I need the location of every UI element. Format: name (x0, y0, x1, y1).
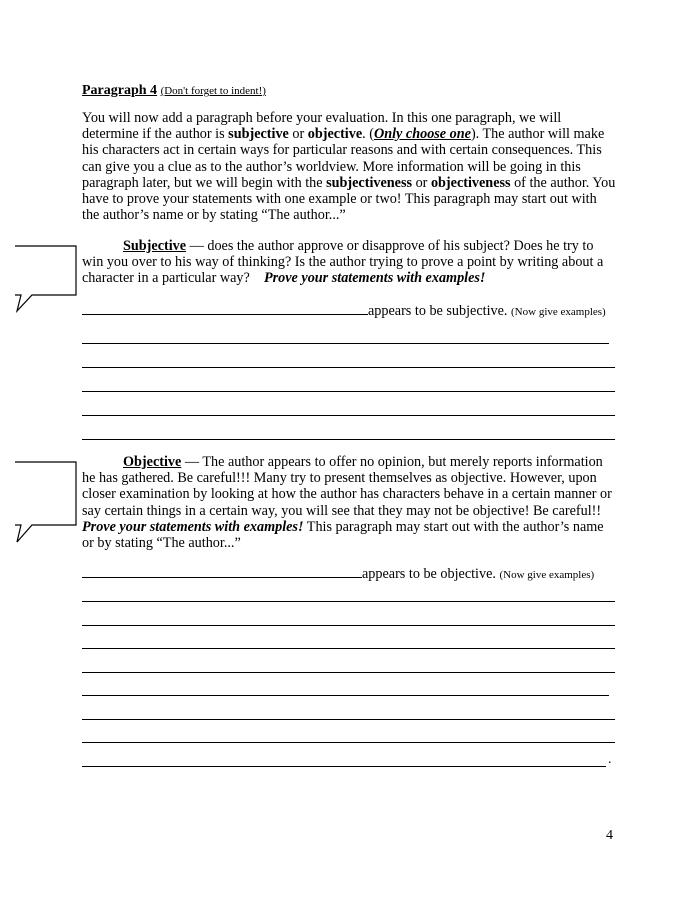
author-name-blank[interactable] (82, 565, 362, 578)
objective-prompt-row (82, 565, 594, 583)
subjective-prompt: appears to be subjective. (368, 303, 508, 319)
closing-period: . (608, 752, 612, 767)
intro-emphasis: Only choose one (373, 126, 471, 143)
answer-line[interactable] (82, 367, 615, 368)
author-name-blank[interactable] (82, 302, 368, 315)
objective-prompt-note: (Now give examples) (499, 569, 595, 581)
subjective-prompt-row (82, 302, 606, 320)
subjective-text: — does the author approve or disapprove of his subject? Does he try to win you over to his way of thinking? Is the author trying to prove a point by writing about a character in a particular way? (82, 238, 607, 287)
subjective-emphasis: Prove your statements with examples! (263, 270, 486, 287)
objective-text: This paragraph may start out with the author’s name or by stating “The author...” (82, 518, 604, 552)
intro-bold-subjective: subjective (228, 126, 289, 143)
objective-prompt: appears to be objective. (362, 566, 496, 582)
subjective-term: Subjective (123, 238, 187, 254)
intro-bold-objective: objective (307, 126, 363, 143)
answer-line[interactable] (82, 648, 615, 649)
intro-text: or (412, 174, 431, 191)
intro-text: ). The author will make his characters act in certain ways for particular reasons and with certain consequences. This can give you a clue as to the author’s worldview. More information will be going in this paragraph later, but we will begin with the (82, 126, 605, 191)
indent-note: (Don't forget to indent!) (160, 85, 266, 97)
answer-line[interactable] (82, 415, 615, 416)
intro-text: or (288, 126, 308, 143)
answer-line[interactable] (82, 625, 615, 626)
callout-bubble-icon (0, 243, 80, 315)
answer-line[interactable] (82, 695, 609, 696)
subjective-paragraph (82, 238, 616, 287)
answer-line[interactable] (82, 672, 615, 673)
objective-text: — The author appears to offer no opinion, but merely reports information he has gathered. Be careful!!! Many try to present themselves as objective. However, upon closer examination by looking at how the author has characters behave in a certain manner or say certain things in a certain way, you will see that they may not be objective! Be careful!! (82, 454, 612, 519)
answer-line[interactable] (82, 601, 615, 602)
subjective-prompt-note: (Now give examples) (511, 306, 606, 318)
paragraph-title: Paragraph 4 (82, 83, 158, 98)
callout-bubble-icon (0, 459, 80, 545)
intro-bold-subjectiveness: subjectiveness (326, 174, 413, 191)
objective-paragraph (82, 454, 616, 551)
intro-paragraph (82, 110, 616, 223)
intro-text: . ( (362, 126, 374, 143)
intro-text: You will now add a paragraph before your evaluation. In this one paragraph, we will determine if the author is (82, 110, 562, 143)
paragraph-heading (82, 83, 266, 99)
answer-line[interactable] (82, 766, 606, 767)
answer-line[interactable] (82, 719, 615, 720)
intro-bold-objectiveness: objectiveness (430, 174, 511, 191)
intro-text: of the author. You have to prove your statements with one example or two! This paragraph may start out with the author’s name or by stating “The author...” (82, 174, 616, 224)
answer-line[interactable] (82, 439, 615, 440)
objective-term: Objective (123, 454, 182, 470)
answer-line[interactable] (82, 391, 615, 392)
answer-line[interactable] (82, 742, 615, 743)
answer-line[interactable] (82, 343, 609, 344)
page-number: 4 (606, 828, 613, 843)
objective-emphasis: Prove your statements with examples! (82, 518, 304, 535)
